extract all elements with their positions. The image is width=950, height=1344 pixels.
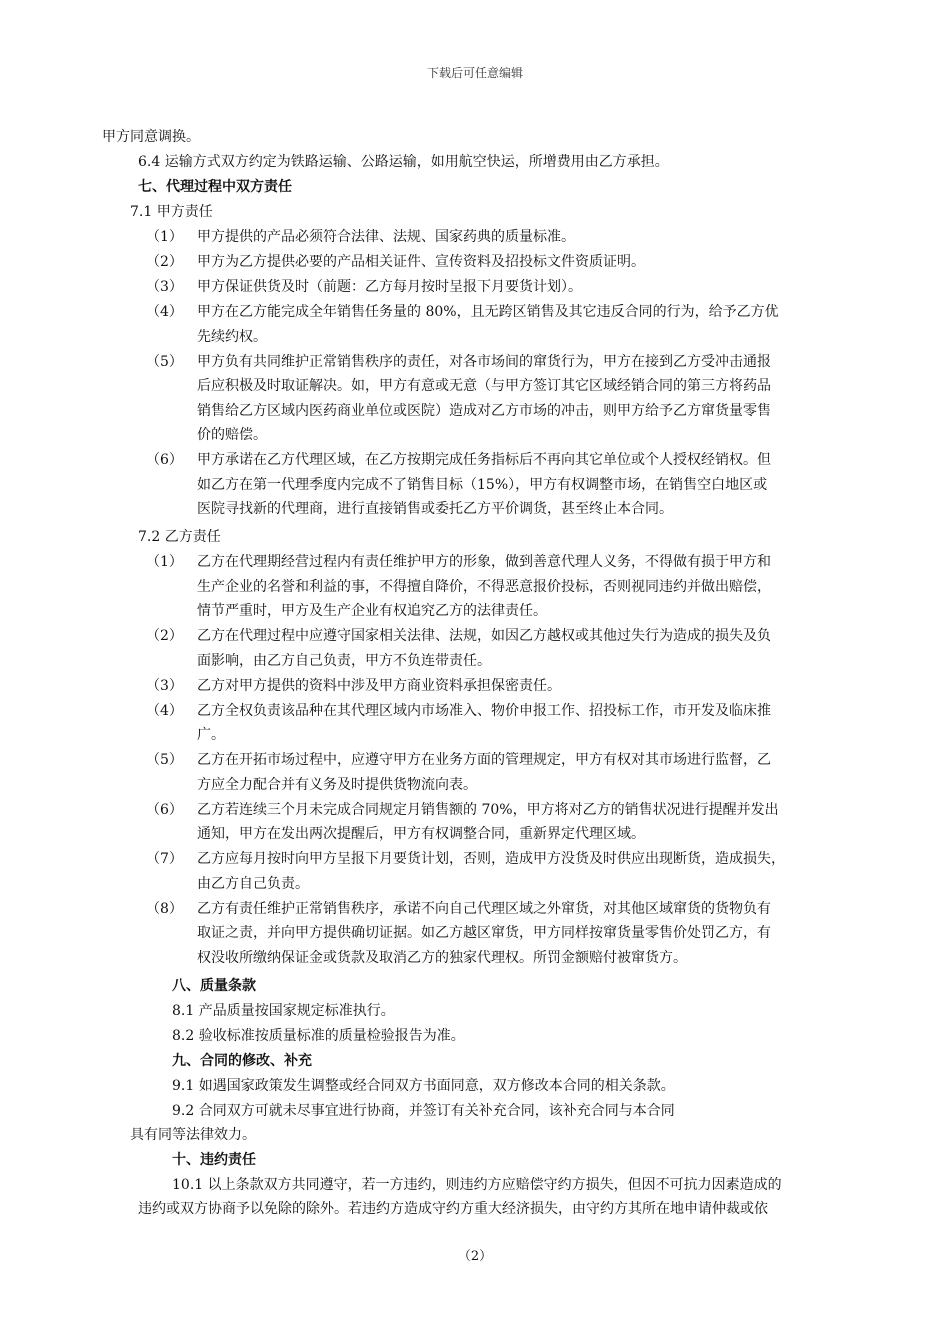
list-item-text: 如乙方在第一代理季度内完成不了销售目标（15%），甲方有权调整市场，在销售空白地区或 [197, 476, 768, 493]
section-heading-9: 九、合同的修改、补充 [172, 1053, 312, 1069]
list-item-text: 通知，甲方在发出两次提醒后，甲方有权调整合同，重新界定代理区域。 [197, 826, 645, 842]
list-item-text: 生产企业的名誉和利益的事，不得擅自降价，不得恶意报价投标，否则视同违约并做出赔偿， [197, 578, 771, 595]
subsection-7-2: 7.2 乙方责任 [138, 529, 221, 545]
list-item-number: （7） [146, 851, 183, 867]
clause-10-1-cont: 违约或双方协商予以免除的除外。若违约方造成守约方重大经济损失，由守约方其所在地申请仲裁或依 [138, 1201, 768, 1217]
list-item-number: （6） [146, 452, 183, 468]
list-item-number: （6） [146, 801, 183, 818]
list-item-text: 广。 [197, 727, 225, 743]
list-item-number: （1） [146, 554, 183, 570]
list-item-text: 先续约权。 [197, 328, 267, 345]
clause-8-2: 8.2 验收标准按质量标准的质量检验报告为准。 [172, 1028, 465, 1044]
clause-9-2: 9.2 合同双方可就未尽事宜进行协商，并签订有关补充合同，该补充合同与本合同 [172, 1103, 675, 1119]
list-item-text: 乙方有责任维护正常销售秩序，承诺不向自己代理区域之外窜货，对其他区域窜货的货物负有 [197, 900, 771, 917]
list-item-text: 乙方若连续三个月未完成合同规定月销售额的 70%，甲方将对乙方的销售状况进行提醒并发出 [197, 801, 779, 818]
list-item-text: 销售给乙方区域内医药商业单位或医院）造成对乙方市场的冲击，则甲方给予乙方窜货量零售 [197, 402, 771, 419]
list-item-text: 甲方提供的产品必须符合法律、法规、国家药典的质量标准。 [197, 229, 575, 245]
paragraph-line: 甲方同意调换。 [102, 129, 200, 145]
list-item-number: （4） [146, 304, 183, 320]
list-item-number: （8） [146, 900, 183, 917]
list-item-text: 方应全力配合并有义务及时提供货物流向表。 [197, 776, 477, 793]
list-item-text: 甲方为乙方提供必要的产品相关证件、宣传资料及招投标文件资质证明。 [197, 254, 645, 270]
list-item-text: 面影响，由乙方自己负责，甲方不负连带责任。 [197, 652, 491, 669]
list-item-text: 取证之责，并向甲方提供确切证据。如乙方越区窜货，甲方同样按窜货量零售价处罚乙方，有 [197, 925, 771, 941]
list-item-text: 权没收所缴纳保证金或货款及取消乙方的独家代理权。所罚金额赔付被窜货方。 [197, 949, 687, 966]
list-item-text: 乙方在代理期经营过程内有责任维护甲方的形象，做到善意代理人义务，不得做有损于甲方和 [197, 554, 771, 570]
clause-10-1: 10.1 以上条款双方共同遵守，若一方违约，则违约方应赔偿守约方损失，但因不可抗力因素造成的 [172, 1177, 782, 1193]
list-item-text: 情节严重时，甲方及生产企业有权追究乙方的法律责任。 [197, 603, 547, 619]
page-number: （2） [457, 1249, 493, 1264]
list-item-text: 甲方在乙方能完成全年销售任务量的 80%，且无跨区销售及其它违反合同的行为，给予乙方优 [197, 304, 779, 320]
list-item-number: （2） [146, 628, 183, 644]
list-item-number: （2） [146, 254, 183, 270]
list-item-text: 乙方应每月按时向甲方呈报下月要货计划，否则，造成甲方没货及时供应出现断货，造成损失， [197, 851, 785, 867]
page-header: 下载后可任意编辑 [426, 66, 523, 80]
list-item-text: 医院寻找新的代理商，进行直接销售或委托乙方平价调货，甚至终止本合同。 [197, 501, 673, 517]
list-item-number: （3） [146, 279, 183, 295]
list-item-text: 由乙方自己负责。 [197, 875, 309, 892]
list-item-number: （5） [146, 353, 183, 370]
section-heading-8: 八、质量条款 [172, 978, 256, 994]
list-item-number: （1） [146, 229, 183, 245]
section-heading-10: 十、违约责任 [172, 1152, 256, 1168]
list-item-number: （4） [146, 702, 183, 719]
list-item-text: 乙方对甲方提供的资料中涉及甲方商业资料承担保密责任。 [197, 677, 561, 694]
list-item-text: 乙方全权负责该品种在其代理区域内市场准入、物价申报工作、招投标工作，市开发及临床推 [197, 702, 771, 719]
list-item-text: 价的赔偿。 [197, 427, 267, 443]
list-item-text: 甲方负有共同维护正常销售秩序的责任，对各市场间的窜货行为，甲方在接到乙方受冲击通报 [197, 353, 771, 370]
list-item-text: 乙方在代理过程中应遵守国家相关法律、法规，如因乙方越权或其他过失行为造成的损失及负 [197, 628, 771, 644]
list-item-number: （5） [146, 752, 183, 768]
list-item-text: 乙方在开拓市场过程中，应遵守甲方在业务方面的管理规定，甲方有权对其市场进行监督，乙 [197, 752, 771, 768]
list-item-number: （3） [146, 677, 183, 694]
clause-8-1: 8.1 产品质量按国家规定标准执行。 [172, 1003, 395, 1019]
list-item-text: 甲方承诺在乙方代理区域，在乙方按期完成任务指标后不再向其它单位或个人授权经销权。但 [197, 452, 771, 468]
clause-9-2-cont: 具有同等法律效力。 [130, 1127, 256, 1143]
list-item-text: 甲方保证供货及时（前题：乙方每月按时呈报下月要货计划）。 [197, 279, 582, 295]
clause-9-1: 9.1 如遇国家政策发生调整或经合同双方书面同意，双方修改本合同的相关条款。 [172, 1078, 675, 1094]
list-item-text: 后应积极及时取证解决。如，甲方有意或无意（与甲方签订其它区域经销合同的第三方将药品 [197, 378, 771, 394]
section-heading-7: 七、代理过程中双方责任 [138, 179, 292, 195]
subsection-7-1: 7.1 甲方责任 [130, 204, 213, 220]
clause-6-4: 6.4 运输方式双方约定为铁路运输、公路运输，如用航空快运，所增费用由乙方承担。 [138, 154, 669, 170]
